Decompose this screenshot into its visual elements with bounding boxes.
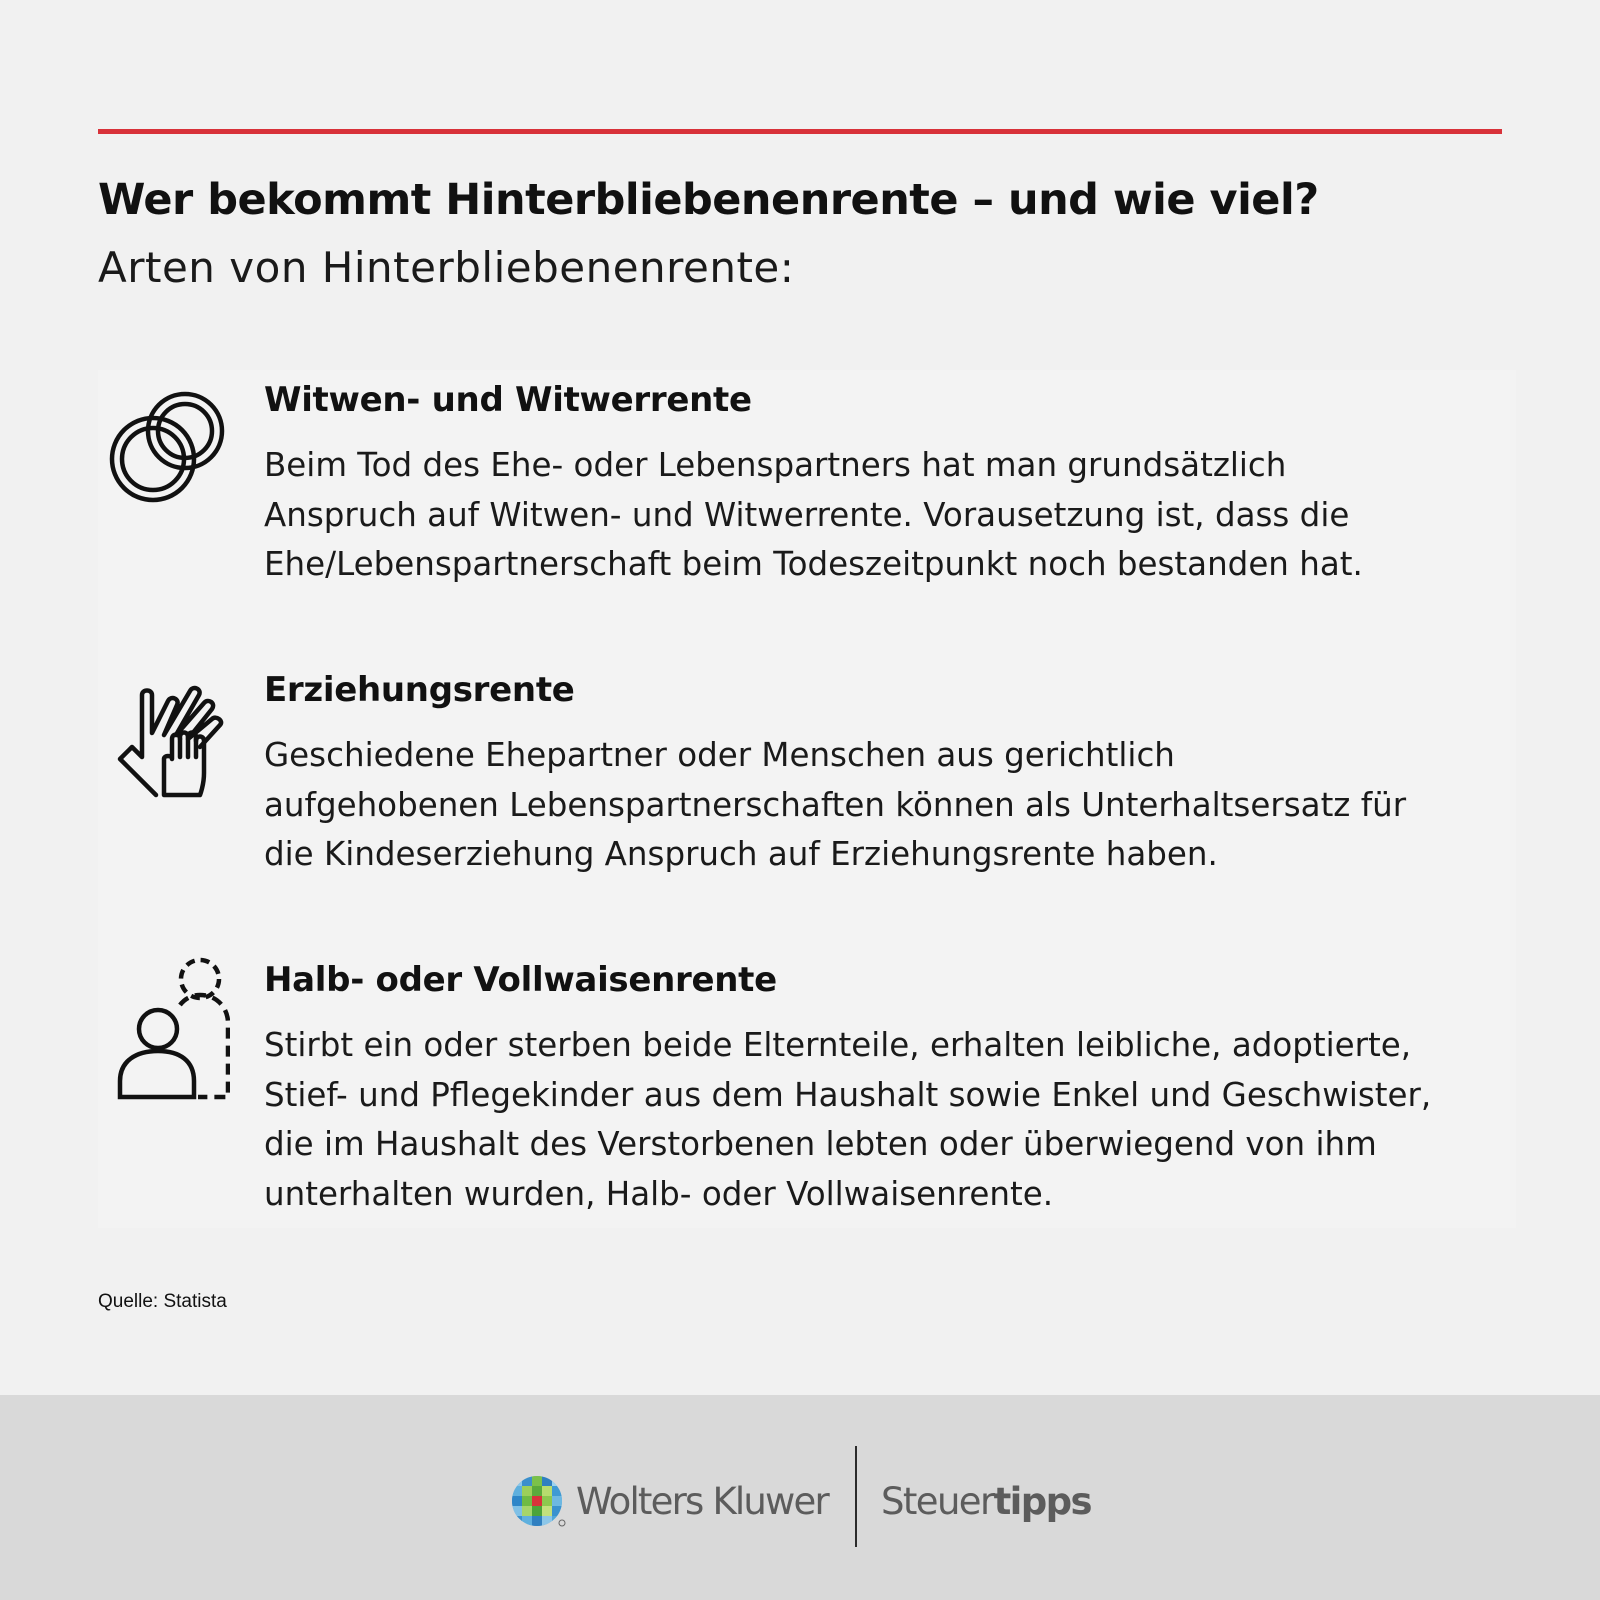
page-subtitle: Arten von Hinterbliebenenrente: <box>98 243 795 292</box>
parent-child-hands-icon <box>106 677 230 801</box>
item-description: Geschiedene Ehepartner oder Menschen aus gerichtlich aufgehobenen Lebenspartnerschaften können als Unterhaltsersatz für die Kindeserziehung Anspruch auf Erziehungsrente haben. <box>264 736 1407 873</box>
footer-divider <box>855 1446 857 1547</box>
orphan-person-icon <box>106 957 230 1081</box>
wedding-rings-icon <box>106 389 230 513</box>
steuertipps-bold: tipps <box>993 1480 1091 1523</box>
steuertipps-regular: Steuer <box>881 1480 994 1523</box>
steuertipps-wordmark <box>881 1478 1091 1526</box>
item-description: Stirbt ein oder sterben beide Elternteile, erhalten leibliche, adoptierte, Stief- und Pflegekinder aus dem Haushalt sowie Enkel und Geschwister, die im Haushalt des Verstorbenen lebten oder überwiegend von ihm unterhalten wurden, Halb- oder Vollwaisenrente. <box>264 1026 1432 1213</box>
item-description: Beim Tod des Ehe- oder Lebenspartners hat man grundsätzlich Anspruch auf Witwen- und Witwerrente. Vorausetzung ist, dass die Ehe/Lebenspartnerschaft beim Todeszeitpunkt noch bestanden hat. <box>264 446 1363 583</box>
item-heading: Erziehungsrente <box>264 670 575 710</box>
wolters-kluwer-wordmark: Wolters Kluwer <box>576 1480 828 1523</box>
item-heading: Halb- oder Vollwaisenrente <box>264 960 777 1000</box>
top-accent-rule <box>98 129 1502 134</box>
source-note: Quelle: Statista <box>98 1291 227 1312</box>
page-title: Wer bekommt Hinterbliebenenrente – und wie viel? <box>98 175 1319 225</box>
item-heading: Witwen- und Witwerrente <box>264 380 752 420</box>
wolters-kluwer-logo-icon <box>511 1473 567 1529</box>
